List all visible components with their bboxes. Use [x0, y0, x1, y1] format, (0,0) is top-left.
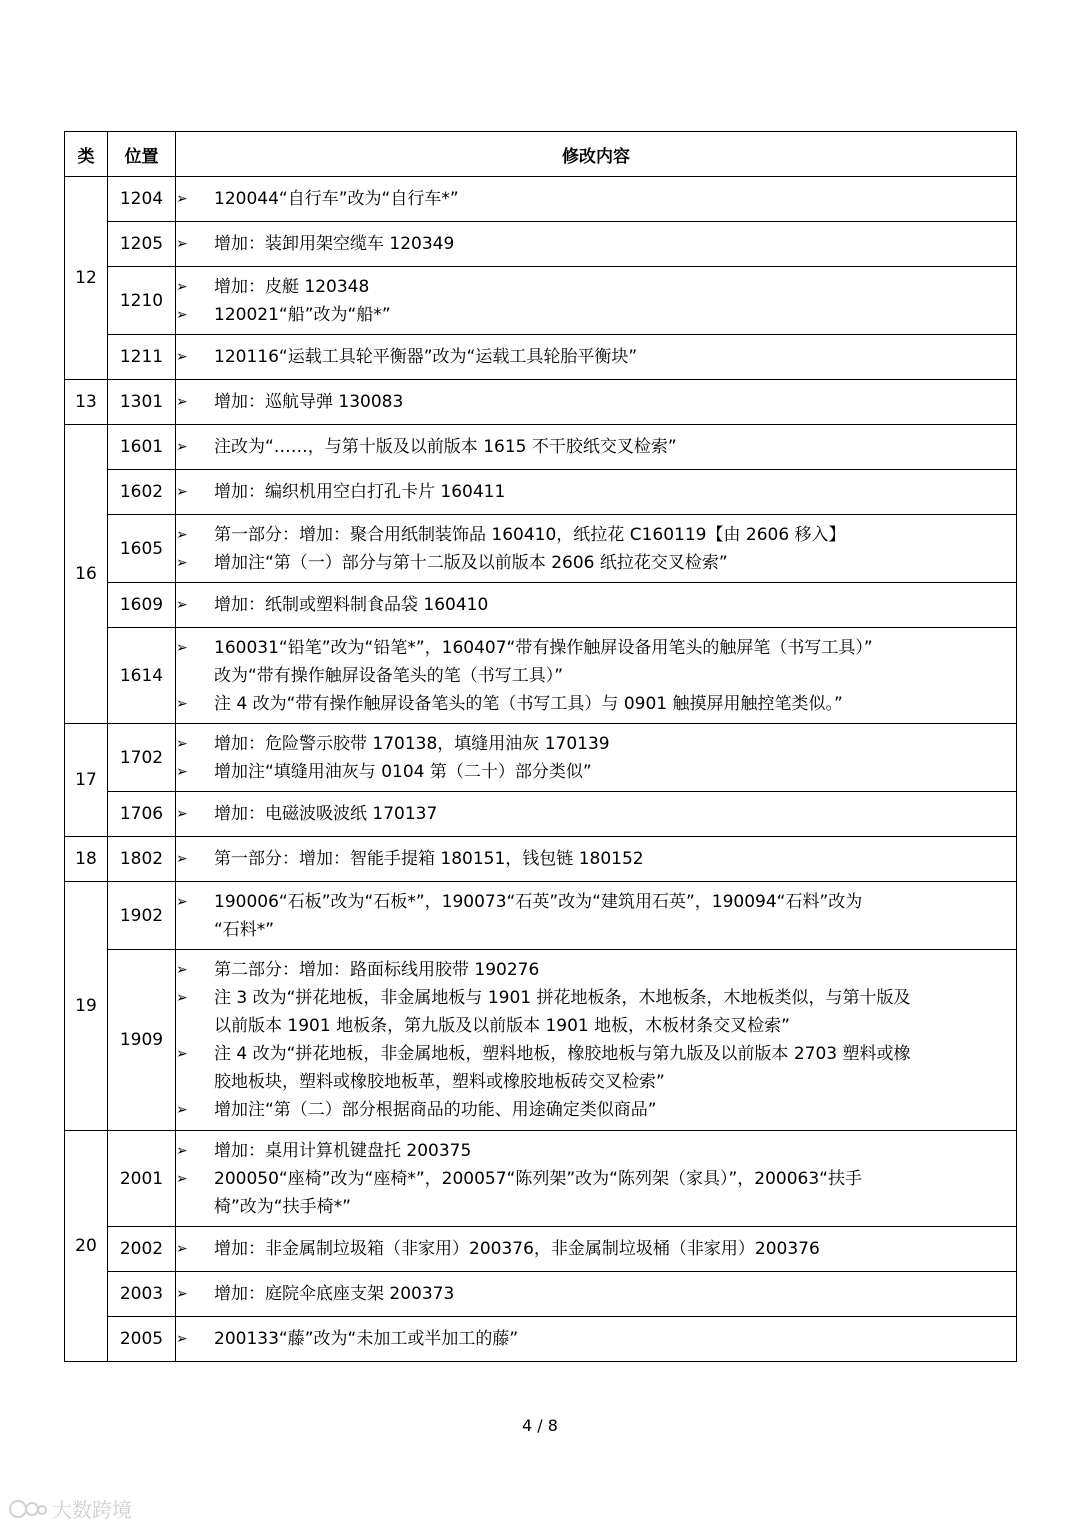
bullet-arrow-icon — [176, 1193, 214, 1221]
content-cell — [176, 470, 1017, 515]
table-row — [65, 515, 1017, 583]
content-line — [176, 1193, 1016, 1221]
content-text: 以前版本 1901 地板条，第九版及以前版本 1901 地板，木板材条交叉检索” — [214, 1016, 790, 1036]
position-cell: 1211 — [108, 335, 176, 380]
position-cell: 1601 — [108, 425, 176, 470]
bullet-arrow-icon: ➢ — [176, 349, 188, 365]
content-line — [176, 1012, 1016, 1040]
content-text: 200133“藤”改为“未加工或半加工的藤” — [214, 1329, 519, 1349]
content-cell — [176, 515, 1017, 583]
content-line — [176, 1235, 1016, 1263]
bullet-arrow-icon: ➢ — [176, 735, 188, 752]
content-text: 增加：纸制或塑料制食品袋 160410 — [214, 595, 489, 615]
bullet-arrow-icon: ➢ — [176, 695, 188, 712]
table-row — [65, 583, 1017, 628]
content-line — [176, 549, 1016, 577]
bullet-arrow-icon: ➢ — [176, 597, 188, 613]
content-line — [176, 845, 1016, 873]
content-text: 200050“座椅”改为“座椅*”，200057“陈列架”改为“陈列架（家具）”，200063“扶手 — [214, 1168, 862, 1189]
content-cell — [176, 724, 1017, 792]
content-cell — [176, 1227, 1017, 1272]
content-line — [176, 662, 1016, 690]
table-row — [65, 950, 1017, 1131]
content-text: 120044“自行车”改为“自行车*” — [214, 189, 459, 209]
bullet-arrow-icon: ➢ — [176, 851, 188, 867]
content-line — [176, 521, 1016, 549]
content-cell — [176, 950, 1017, 1131]
content-text: 190006“石板”改为“石板*”，190073“石英”改为“建筑用石英”，190094“石料”改为 — [214, 891, 863, 912]
content-text: 注改为“……，与第十版及以前版本 1615 不干胶纸交叉检索” — [214, 437, 677, 457]
table-row — [65, 380, 1017, 425]
content-cell — [176, 222, 1017, 267]
table-row — [65, 425, 1017, 470]
content-text: 注 4 改为“带有操作触屏设备笔头的笔（书写工具）与 0901 触摸屏用触控笔类似。” — [214, 693, 843, 714]
table-row — [65, 177, 1017, 222]
position-cell: 1614 — [108, 628, 176, 724]
bullet-arrow-icon: ➢ — [176, 1331, 188, 1347]
table-row — [65, 1131, 1017, 1227]
position-cell: 1702 — [108, 724, 176, 792]
bullet-arrow-icon: ➢ — [176, 962, 188, 978]
content-cell — [176, 177, 1017, 222]
class-cell: 12 — [65, 177, 108, 380]
bullet-arrow-icon: ➢ — [176, 893, 188, 910]
bullet-arrow-icon: ➢ — [176, 1286, 188, 1302]
content-line — [176, 888, 1016, 916]
content-text: 增加：巡航导弹 130083 — [214, 392, 404, 412]
content-text: 增加：桌用计算机键盘托 200375 — [214, 1140, 472, 1161]
bullet-arrow-icon — [176, 916, 214, 944]
header-content: 修改内容 — [176, 132, 1017, 177]
content-line — [176, 1165, 1016, 1193]
content-cell — [176, 380, 1017, 425]
table-row — [65, 1317, 1017, 1362]
content-text: 增加：皮艇 120348 — [214, 276, 370, 297]
bullet-arrow-icon — [176, 1068, 214, 1096]
content-text: 160031“铅笔”改为“铅笔*”，160407“带有操作触屏设备用笔头的触屏笔（书写工具）” — [214, 637, 873, 658]
content-line — [176, 1280, 1016, 1308]
content-cell — [176, 583, 1017, 628]
content-cell — [176, 425, 1017, 470]
content-cell — [176, 882, 1017, 950]
content-text: 增加：庭院伞底座支架 200373 — [214, 1284, 455, 1304]
bullet-arrow-icon: ➢ — [176, 554, 188, 571]
position-cell: 2002 — [108, 1227, 176, 1272]
header-position: 位置 — [108, 132, 176, 177]
content-line — [176, 478, 1016, 506]
content-line — [176, 1325, 1016, 1353]
content-line — [176, 800, 1016, 828]
class-cell: 18 — [65, 837, 108, 882]
content-text: 增加：电磁波吸波纸 170137 — [214, 804, 438, 824]
table-row — [65, 724, 1017, 792]
content-line — [176, 301, 1016, 329]
position-cell: 1802 — [108, 837, 176, 882]
header-class: 类 — [65, 132, 108, 177]
content-cell — [176, 628, 1017, 724]
position-cell: 2001 — [108, 1131, 176, 1227]
content-cell — [176, 792, 1017, 837]
content-cell — [176, 1317, 1017, 1362]
bullet-arrow-icon: ➢ — [176, 236, 188, 252]
amendment-table — [64, 131, 1017, 1362]
content-line — [176, 634, 1016, 662]
bullet-arrow-icon: ➢ — [176, 1241, 188, 1257]
content-text: 第一部分：增加：聚合用纸制装饰品 160410，纸拉花 C160119【由 2606 移入】 — [214, 524, 846, 545]
position-cell: 2003 — [108, 1272, 176, 1317]
content-line — [176, 591, 1016, 619]
bullet-arrow-icon: ➢ — [176, 191, 188, 207]
content-cell — [176, 267, 1017, 335]
bullet-arrow-icon: ➢ — [176, 1170, 188, 1187]
bullet-arrow-icon: ➢ — [176, 1046, 188, 1062]
bullet-arrow-icon: ➢ — [176, 763, 188, 780]
content-text: 胶地板块，塑料或橡胶地板革，塑料或橡胶地板砖交叉检索” — [214, 1072, 665, 1092]
content-line — [176, 690, 1016, 718]
table-row — [65, 837, 1017, 882]
class-cell: 13 — [65, 380, 108, 425]
content-text: 增加：编织机用空白打孔卡片 160411 — [214, 482, 506, 502]
content-cell — [176, 335, 1017, 380]
content-text: 注 4 改为“拼花地板，非金属地板，塑料地板，橡胶地板与第九版及以前版本 2703 塑料或橡 — [214, 1044, 911, 1064]
bullet-arrow-icon: ➢ — [176, 1142, 188, 1159]
content-line — [176, 273, 1016, 301]
bullet-arrow-icon: ➢ — [176, 526, 188, 543]
bullet-arrow-icon: ➢ — [176, 1102, 188, 1118]
class-cell: 17 — [65, 724, 108, 837]
bullet-arrow-icon: ➢ — [176, 639, 188, 656]
content-line — [176, 230, 1016, 258]
content-line — [176, 916, 1016, 944]
content-text: 增加注“填缝用油灰与 0104 第（二十）部分类似” — [214, 761, 592, 782]
content-line — [176, 956, 1016, 984]
watermark-logo-icon — [8, 1498, 48, 1520]
table-row — [65, 470, 1017, 515]
content-line — [176, 1040, 1016, 1068]
bullet-arrow-icon: ➢ — [176, 278, 188, 295]
position-cell: 1605 — [108, 515, 176, 583]
content-line — [176, 1068, 1016, 1096]
table-row — [65, 792, 1017, 837]
content-line — [176, 388, 1016, 416]
position-cell: 1205 — [108, 222, 176, 267]
content-cell — [176, 1131, 1017, 1227]
bullet-arrow-icon — [176, 662, 214, 690]
table-row — [65, 628, 1017, 724]
position-cell: 1706 — [108, 792, 176, 837]
bullet-arrow-icon: ➢ — [176, 990, 188, 1006]
class-cell: 16 — [65, 425, 108, 724]
content-text: 第一部分：增加：智能手提箱 180151，钱包链 180152 — [214, 849, 644, 869]
content-text: 120116“运载工具轮平衡器”改为“运载工具轮胎平衡块” — [214, 347, 638, 367]
table-row — [65, 335, 1017, 380]
content-text: 增加：装卸用架空缆车 120349 — [214, 234, 455, 254]
table-row — [65, 222, 1017, 267]
content-line — [176, 1096, 1016, 1124]
table-row — [65, 1272, 1017, 1317]
bullet-arrow-icon — [176, 1012, 214, 1040]
position-cell: 1204 — [108, 177, 176, 222]
bullet-arrow-icon: ➢ — [176, 484, 188, 500]
watermark-text: 大数跨境 — [52, 1498, 132, 1522]
content-text: 第二部分：增加：路面标线用胶带 190276 — [214, 960, 540, 980]
content-line — [176, 343, 1016, 371]
position-cell: 1909 — [108, 950, 176, 1131]
content-text: 增加：危险警示胶带 170138，填缝用油灰 170139 — [214, 733, 610, 754]
table-row — [65, 1227, 1017, 1272]
content-cell — [176, 837, 1017, 882]
class-cell: 20 — [65, 1131, 108, 1362]
position-cell: 2005 — [108, 1317, 176, 1362]
content-text: “石料*” — [214, 919, 275, 940]
content-text: 增加注“第（二）部分根据商品的功能、用途确定类似商品” — [214, 1100, 657, 1120]
content-line — [176, 758, 1016, 786]
content-text: 增加注“第（一）部分与第十二版及以前版本 2606 纸拉花交叉检索” — [214, 552, 728, 573]
content-text: 120021“船”改为“船*” — [214, 304, 391, 325]
position-cell: 1609 — [108, 583, 176, 628]
position-cell: 1301 — [108, 380, 176, 425]
content-line — [176, 1137, 1016, 1165]
content-text: 改为“带有操作触屏设备笔头的笔（书写工具）” — [214, 665, 564, 686]
page-number: 4 / 8 — [522, 1416, 558, 1435]
class-cell: 19 — [65, 882, 108, 1131]
table-row — [65, 882, 1017, 950]
bullet-arrow-icon: ➢ — [176, 394, 188, 410]
content-line — [176, 730, 1016, 758]
position-cell: 1902 — [108, 882, 176, 950]
table-row — [65, 267, 1017, 335]
bullet-arrow-icon: ➢ — [176, 306, 188, 323]
position-cell: 1210 — [108, 267, 176, 335]
content-text: 增加：非金属制垃圾箱（非家用）200376，非金属制垃圾桶（非家用）200376 — [214, 1239, 820, 1259]
table-header-row — [65, 132, 1017, 177]
content-text: 注 3 改为“拼花地板，非金属地板与 1901 拼花地板条，木地板条，木地板类似，与第十版及 — [214, 988, 911, 1008]
bullet-arrow-icon: ➢ — [176, 806, 188, 822]
content-line — [176, 984, 1016, 1012]
watermark — [8, 1494, 132, 1523]
bullet-arrow-icon: ➢ — [176, 439, 188, 455]
content-line — [176, 433, 1016, 461]
content-line — [176, 185, 1016, 213]
content-text: 椅”改为“扶手椅*” — [214, 1196, 351, 1217]
content-cell — [176, 1272, 1017, 1317]
position-cell: 1602 — [108, 470, 176, 515]
